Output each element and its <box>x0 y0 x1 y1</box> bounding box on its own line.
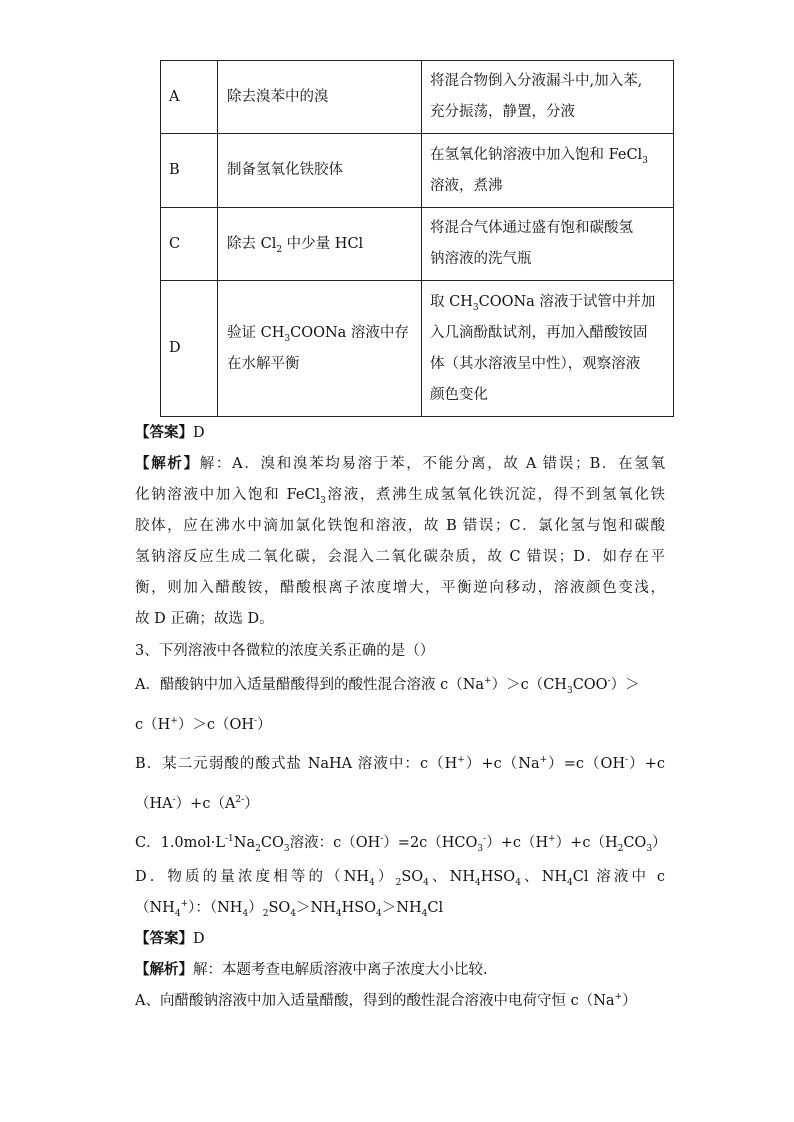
table-row <box>161 208 674 281</box>
analysis-line: 衡，则加入醋酸铵，醋酸根离子浓度增大，平衡逆向移动，溶液颜色变浅， <box>135 580 665 596</box>
analysis-line: 化钠溶液中加入饱和 FeCl$_3$溶液，煮沸生成氢氧化铁沉淀，得不到氢氧化铁 <box>135 487 665 506</box>
option-operation: 将混合物倒入分液漏斗中,加入苯, 充分振荡，静置，分液 <box>422 61 674 134</box>
option-d-cont: $(NH_4^+)$：$(NH_4)_2SO_4>NH_4HSO_4>NH_4Cl$ <box>135 899 444 919</box>
options-table <box>160 60 674 417</box>
analysis-line: 胶体，应在沸水中滴加氯化铁饱和溶液，故 B 错误；C．氯化氢与饱和碳酸 <box>135 518 665 534</box>
option-a: A．醋酸钠中加入适量醋酸得到的酸性混合溶液 $c(Na^+)>c(CH_3COO^-)>$ <box>135 676 640 696</box>
answer-line: 【答案】D <box>135 931 205 947</box>
analysis-line: A、向醋酸钠溶液中加入适量醋酸，得到的酸性混合溶液中电荷守恒 c（Na+） <box>135 992 637 1009</box>
option-c: C．$1.0mol\cdot L^{-1}Na_2CO_3$溶液：$c(OH^-)=2c(HCO_3^-)+c(H^+)+c(H_2CO_3)$ <box>135 834 667 854</box>
option-purpose: 验证 $CH_3COONa$ 溶液中存 在水解平衡 <box>218 281 422 417</box>
table-row <box>161 61 674 134</box>
analysis-line: 氢钠溶反应生成二氧化碳，会混入二氧化碳杂质，故 C 错误；D．如存在平 <box>135 549 665 565</box>
option-operation: 在氢氧化钠溶液中加入饱和 FeCl$_3$ 溶液，煮沸 <box>422 134 674 208</box>
q2-explanation <box>135 418 665 635</box>
option-a-cont: c（H+）＞c（OH-） <box>135 716 272 733</box>
option-d: D．物质的量浓度相等的$(NH_4)_2SO_4$、$NH_4HSO_4$、$NH_4Cl$ 溶液中 c <box>135 869 666 888</box>
question-stem: 3、下列溶液中各微粒的浓度关系正确的是（） <box>135 643 435 659</box>
option-purpose: 除去 $Cl_2$ 中少量 HCl <box>218 208 422 281</box>
option-b-cont: $(HA^-)+c(A^{2-})$ <box>135 795 259 812</box>
option-purpose: 除去溴苯中的溴 <box>218 61 422 134</box>
option-purpose: 制备氢氧化铁胶体 <box>218 134 422 208</box>
question-3 <box>135 636 665 1017</box>
option-letter: C <box>161 208 218 281</box>
option-letter: B <box>161 134 218 208</box>
option-letter: D <box>161 281 218 417</box>
answer-line: 【答案】D <box>135 425 205 441</box>
analysis-line: 【解析】解：本题考查电解质溶液中离子浓度大小比较. <box>135 962 488 978</box>
analysis-line: 【解析】解：A．溴和溴苯均易溶于苯，不能分离，故 A 错误；B．在氢氧 <box>135 456 665 472</box>
table-row <box>161 281 674 417</box>
option-operation: 将混合气体通过盛有饱和碳酸氢 钠溶液的洗气瓶 <box>422 208 674 281</box>
option-operation: 取 $CH_3COONa$ 溶液于试管中并加 入几滴酚酞试剂，再加入醋酸铵固 体（其水溶液呈中性），观察溶液 颜色变化 <box>422 281 674 417</box>
option-b: B．某二元弱酸的酸式盐 NaHA 溶液中：c（H+）+c（Na+）=c（OH-）+c <box>135 755 665 772</box>
analysis-line: 故 D 正确；故选 D。 <box>135 611 274 627</box>
option-letter: A <box>161 61 218 134</box>
table-row <box>161 134 674 208</box>
